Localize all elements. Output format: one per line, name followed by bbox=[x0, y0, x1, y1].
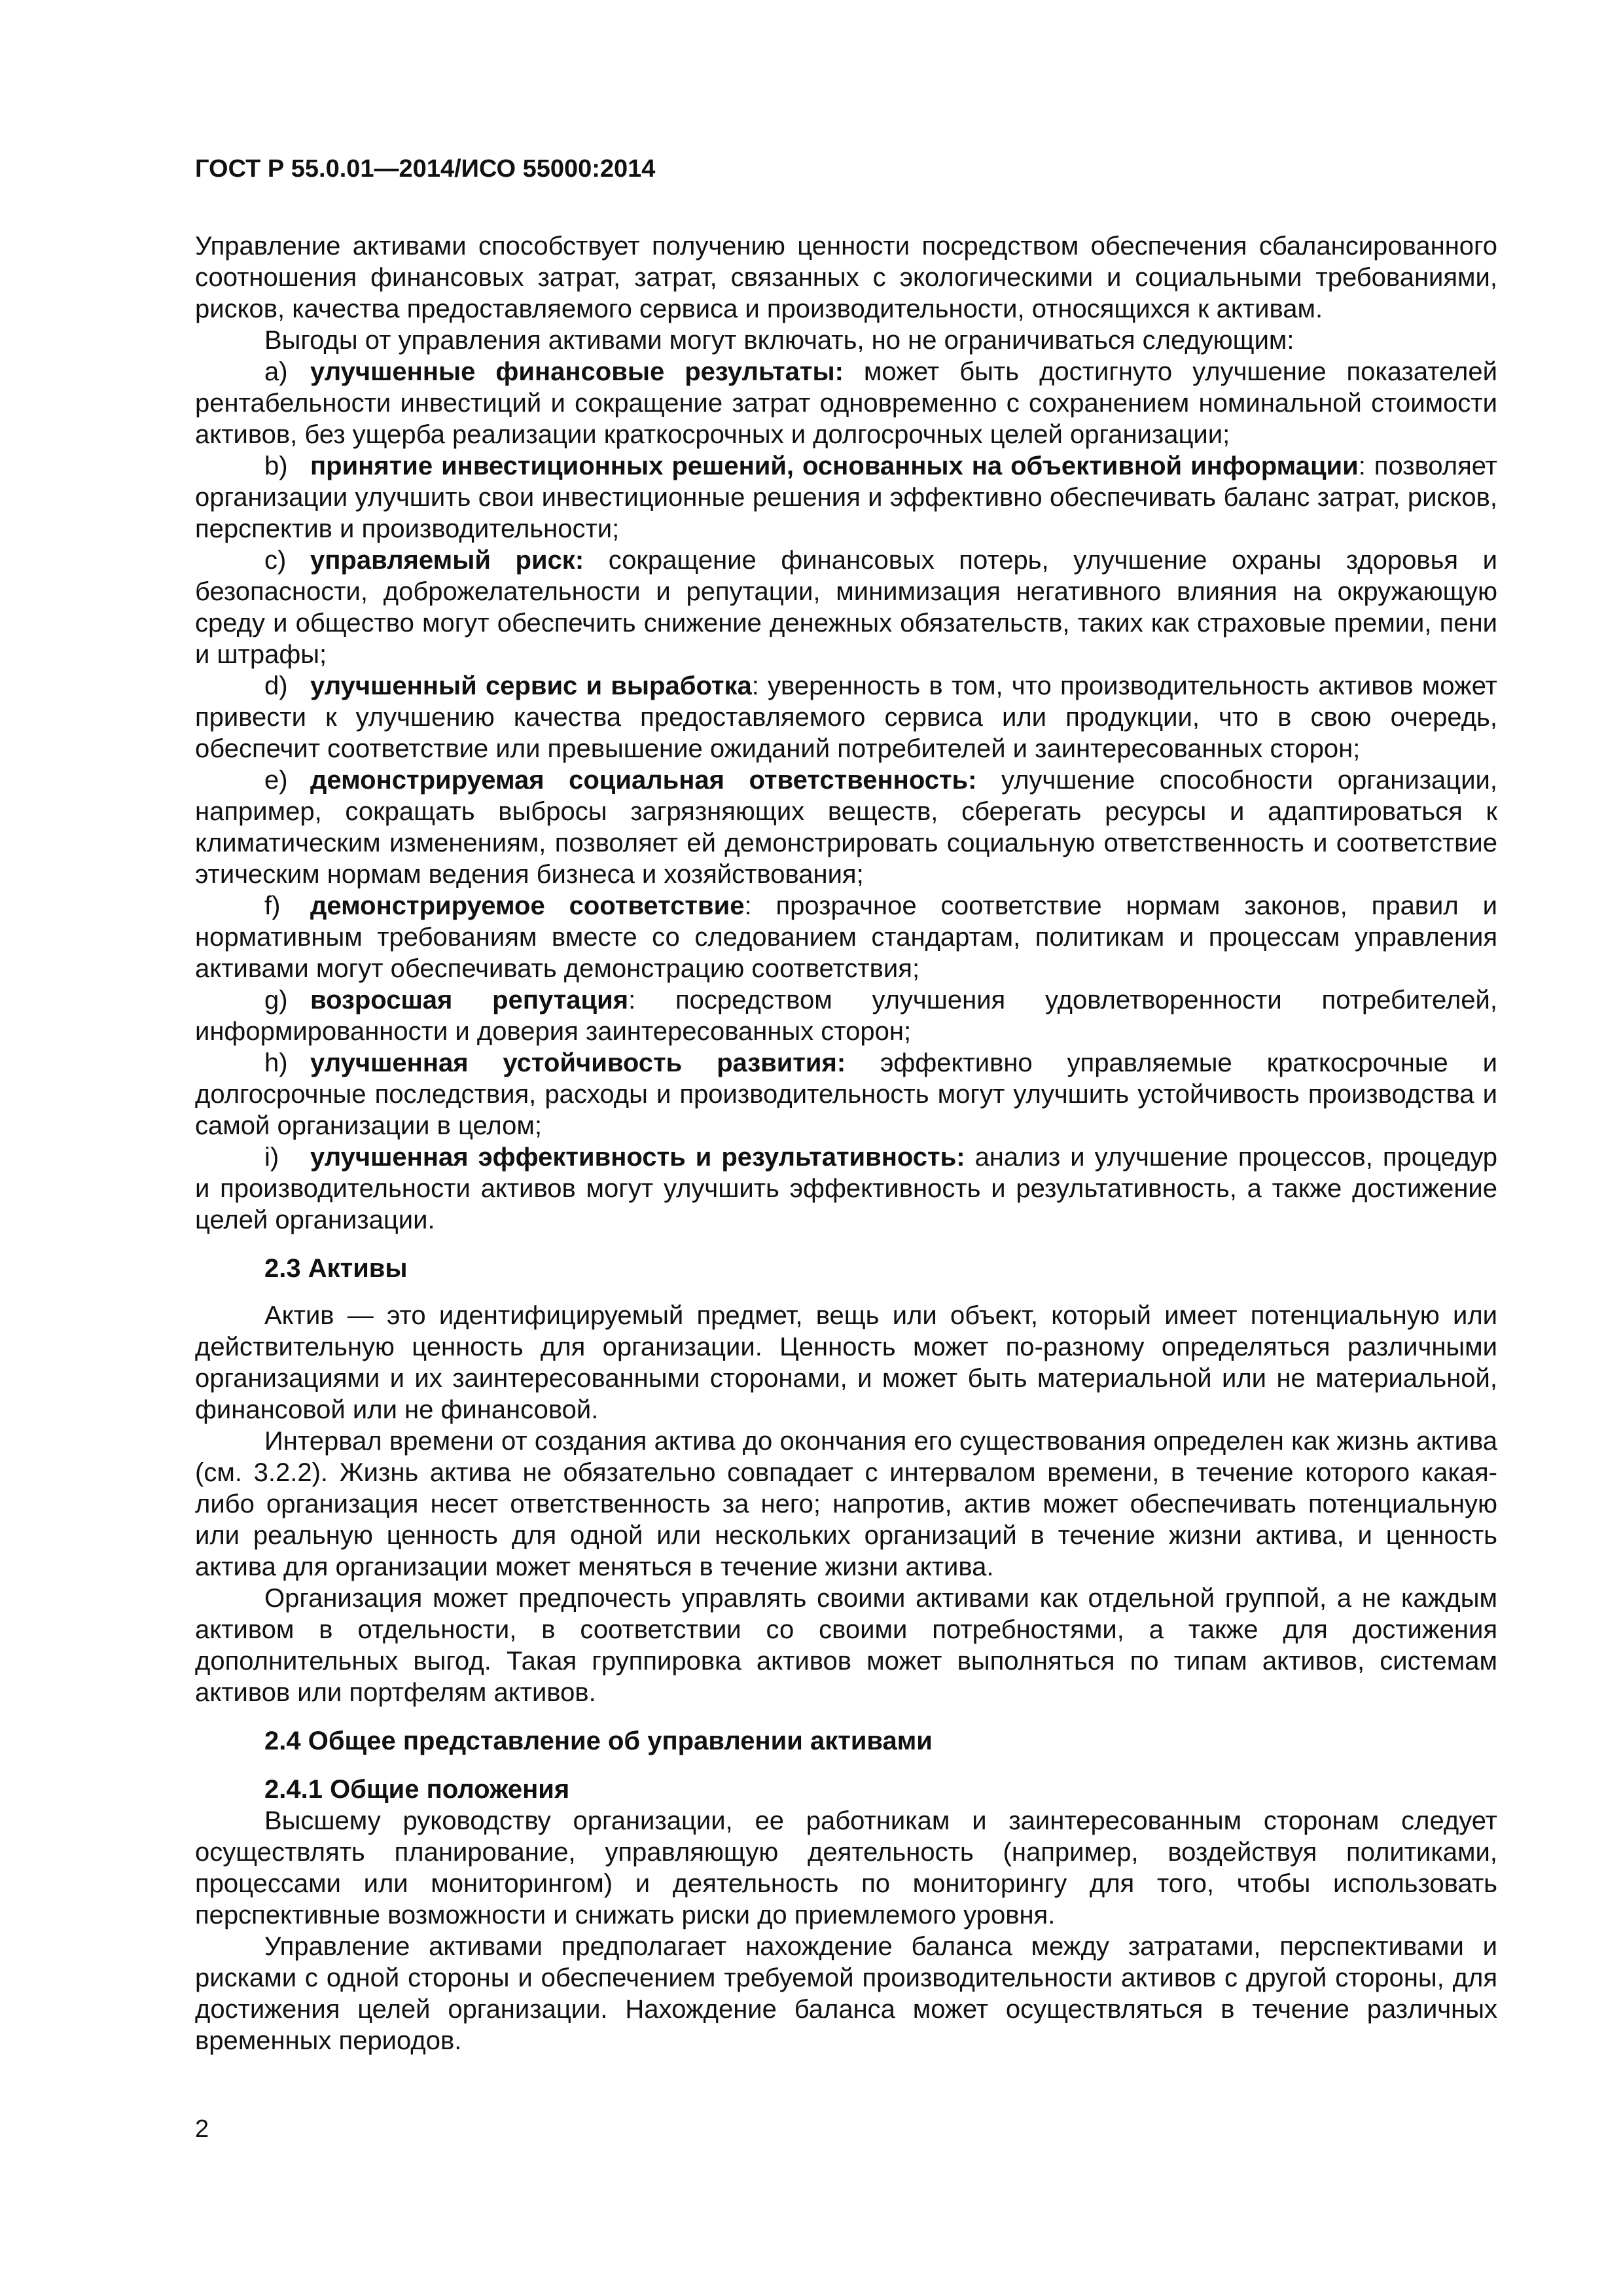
list-marker: e) bbox=[264, 765, 288, 795]
list-marker: h) bbox=[264, 1048, 288, 1077]
intro-paragraph: Управление активами способствует получению ценности посредством обеспечения сбалансированного соотношения финансовых затрат, затрат, связанных с экологическими и социальными требованиями, рисков, качества предоставляемого сервиса и производительности, относящихся к активам. bbox=[195, 231, 1497, 323]
benefit-item-e bbox=[195, 764, 1497, 890]
benefit-item-i bbox=[195, 1141, 1497, 1236]
benefits-intro-paragraph: Выгоды от управления активами могут включать, но не ограничиваться следующим: bbox=[264, 325, 1294, 355]
benefit-term: возросшая репутация bbox=[310, 985, 629, 1014]
section-heading-2-4: 2.4 Общее представление об управлении активами bbox=[264, 1726, 933, 1755]
benefit-item-b bbox=[195, 450, 1497, 545]
list-marker: i) bbox=[264, 1142, 279, 1172]
subsection-heading-2-4-1: 2.4.1 Общие положения bbox=[264, 1774, 570, 1804]
benefit-item-f bbox=[195, 890, 1497, 984]
benefit-term: улучшенный сервис и выработка bbox=[310, 671, 752, 700]
benefit-term: принятие инвестиционных решений, основанных на объективной информации bbox=[310, 451, 1359, 480]
benefit-text: : позволяет организации улучшить свои инвестиционные решения и эффективно обеспечивать баланс затрат, рисков, перспектив и производительности; bbox=[195, 451, 1497, 543]
list-marker: g) bbox=[264, 985, 288, 1014]
section-2-4-1-paragraph-2: Управление активами предполагает нахождение баланса между затратами, перспективами и рисками с одной стороны и обеспечением требуемой производительности активов с другой стороны, для достижения целей организации. Нахождение баланса может осуществляться в течение различных временных периодов. bbox=[195, 1931, 1497, 2055]
benefit-text: эффективно управляемые краткосрочные и долгосрочные последствия, расходы и производительность могут улучшить устойчивость производства и самой организации в целом; bbox=[195, 1048, 1497, 1140]
benefit-text: улучшение способности организации, например, сокращать выбросы загрязняющих веществ, сберегать ресурсы и адаптироваться к климатическим изменениям, позволяет ей демонстрировать социальную ответственность и соответствие этическим нормам ведения бизнеса и хозяйствования; bbox=[195, 765, 1497, 889]
document-code-header: ГОСТ Р 55.0.01—2014/ИСО 55000:2014 bbox=[195, 155, 656, 183]
benefit-item-g bbox=[195, 984, 1497, 1047]
benefit-term: демонстрируемое соответствие bbox=[310, 891, 745, 920]
list-marker: d) bbox=[264, 671, 288, 700]
document-body bbox=[195, 230, 1497, 2056]
section-2-3-paragraph-1: Актив — это идентифицируемый предмет, вещь или объект, который имеет потенциальную или действительную ценность для организации. Ценность может по-разному определяться различными организациями и их заинтересованными сторонами, и может быть материальной или не материальной, финансовой или не финансовой. bbox=[195, 1300, 1497, 1424]
section-2-3-paragraph-3: Организация может предпочесть управлять своими активами как отдельной группой, а не каждым активом в отдельности, в соответствии со своими потребностями, а также для достижения дополнительных выгод. Такая группировка активов может выполняться по типам активов, системам активов или портфелям активов. bbox=[195, 1583, 1497, 1707]
benefit-item-a bbox=[195, 356, 1497, 450]
benefit-term: улучшенная устойчивость развития: bbox=[310, 1048, 846, 1077]
list-marker: b) bbox=[264, 451, 288, 480]
benefit-text: : прозрачное соответствие нормам законов, правил и нормативным требованиям вместе со следованием стандартам, политикам и процессам управления активами могут обеспечивать демонстрацию соответствия; bbox=[195, 891, 1498, 983]
benefit-term: демонстрируемая социальная ответственность: bbox=[310, 765, 977, 795]
benefit-term: управляемый риск: bbox=[310, 545, 584, 575]
benefit-text: анализ и улучшение процессов, процедур и производительности активов могут улучшить эффективность и результативность, а также достижение целей организации. bbox=[195, 1142, 1497, 1234]
benefit-item-h bbox=[195, 1047, 1497, 1141]
benefit-text: : посредством улучшения удовлетворенности потребителей, информированности и доверия заинтересованных сторон; bbox=[195, 985, 1498, 1046]
section-heading-2-3: 2.3 Активы bbox=[264, 1253, 408, 1283]
list-marker: f) bbox=[264, 891, 281, 920]
section-2-3-paragraph-2: Интервал времени от создания актива до окончания его существования определен как жизнь актива (см. 3.2.2). Жизнь актива не обязательно совпадает с интервалом времени, в течение которого какая-либо организация несет ответственность за него; напротив, актив может обеспечивать потенциальную или реальную ценность для одной или нескольких организаций в течение жизни актива, и ценность актива для организации может меняться в течение жизни актива. bbox=[195, 1426, 1497, 1581]
document-page bbox=[195, 154, 1497, 2056]
benefit-item-c bbox=[195, 545, 1497, 670]
page-number: 2 bbox=[195, 2115, 209, 2143]
benefit-item-d bbox=[195, 670, 1497, 764]
benefit-term: улучшенные финансовые результаты: bbox=[310, 357, 844, 386]
list-marker: c) bbox=[264, 545, 287, 575]
benefit-text: может быть достигнуто улучшение показателей рентабельности инвестиций и сокращение затрат одновременно с сохранением номинальной стоимости активов, без ущерба реализации краткосрочных и долгосрочных целей организации; bbox=[195, 357, 1497, 449]
section-2-4-1-paragraph-1: Высшему руководству организации, ее работникам и заинтересованным сторонам следует осуществлять планирование, управляющую деятельность (например, воздействуя политиками, процессами или мониторингом) и деятельность по мониторингу для того, чтобы использовать перспективные возможности и снижать риски до приемлемого уровня. bbox=[195, 1806, 1497, 1929]
benefit-term: улучшенная эффективность и результативность: bbox=[310, 1142, 965, 1172]
benefit-text: сокращение финансовых потерь, улучшение охраны здоровья и безопасности, доброжелательности и репутации, минимизация негативного влияния на окружающую среду и общество могут обеспечить снижение денежных обязательств, таких как страховые премии, пени и штрафы; bbox=[195, 545, 1497, 669]
benefit-text: : уверенность в том, что производительность активов может привести к улучшению качества предоставляемого сервиса или продукции, что в свою очередь, обеспечит соответствие или превышение ожиданий потребителей и заинтересованных сторон; bbox=[195, 671, 1497, 763]
list-marker: a) bbox=[264, 357, 288, 386]
